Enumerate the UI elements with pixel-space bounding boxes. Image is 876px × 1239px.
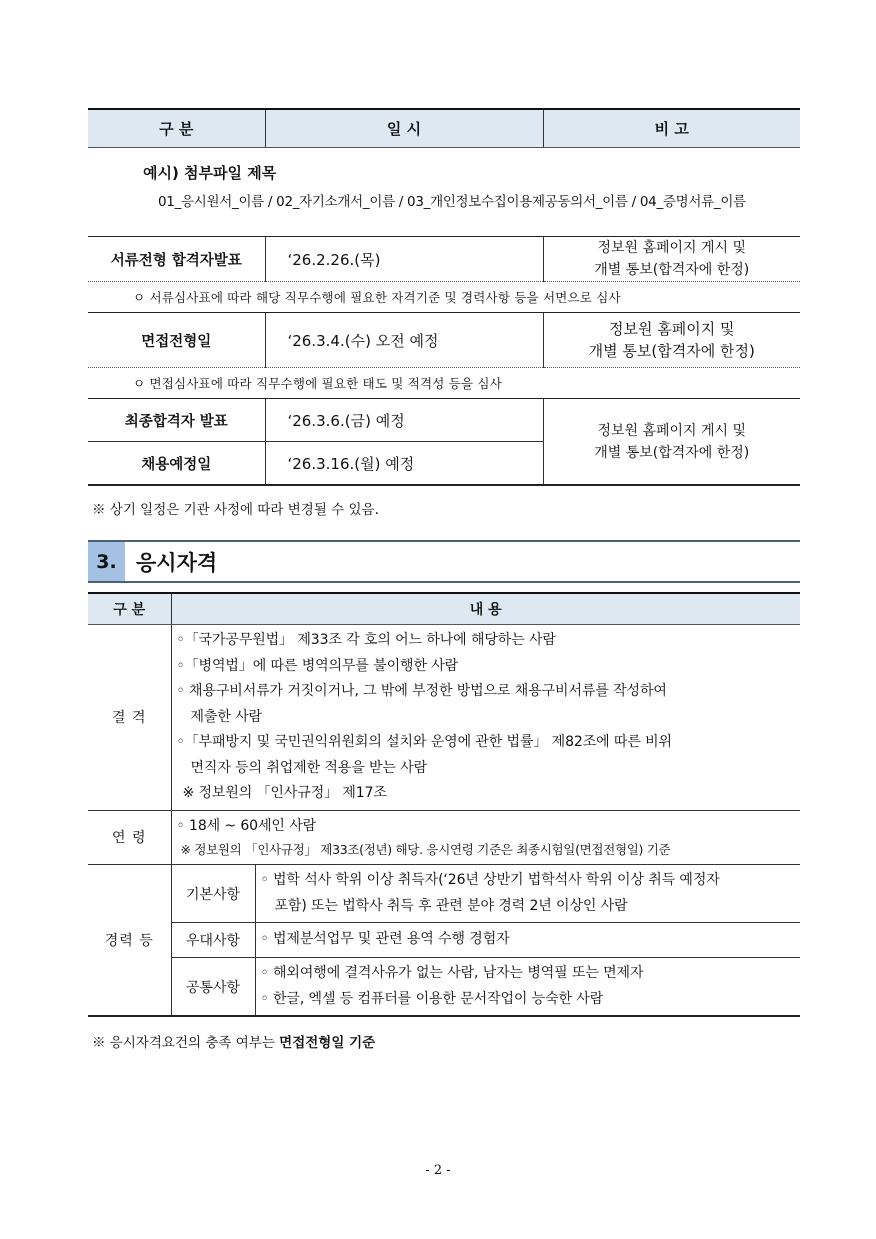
content-line: ※ 정보원의 「인사규정」 제17조: [182, 785, 387, 801]
preferred-content: [255, 923, 800, 958]
experience-preferred-row: [88, 923, 800, 958]
category-label: 결 격: [88, 625, 171, 811]
stage-date: ‘26.2.26.(목): [265, 237, 543, 282]
note-line: 정보원 홈페이지 게시 및: [597, 422, 747, 439]
stage-date: ‘26.3.4.(수) 오전 예정: [265, 313, 543, 368]
stage-label: 서류전형 합격자발표: [88, 237, 265, 282]
sub-category-label: 공통사항: [171, 958, 255, 1017]
experience-common-row: [88, 958, 800, 1017]
content-line: ◦「부패방지 및 국민권익위원회의 설치와 운영에 관한 법률」 제82조에 따른 비위: [176, 734, 672, 750]
stage-note: [543, 237, 800, 282]
content-line: 포함) 또는 법학사 취득 후 관련 분야 경력 2년 이상인 사람: [274, 897, 628, 914]
note-line: 개별 통보(합격자에 한정): [594, 444, 750, 461]
interview-note: ㅇ 면접심사표에 따라 직무수행에 필요한 태도 및 적격성 등을 심사: [88, 368, 800, 399]
stage-note: [543, 313, 800, 368]
section-number: 3.: [88, 542, 125, 581]
stage-label: 최종합격자 발표: [88, 399, 265, 442]
example-title: 예시) 첨부파일 제목: [143, 164, 277, 182]
stage-date: ‘26.3.16.(월) 예정: [265, 442, 543, 486]
category-label: 경력 등: [88, 865, 171, 1017]
header-category: 구 분: [88, 109, 265, 148]
age-row: [88, 810, 800, 865]
document-review-note: ㅇ 서류심사표에 따라 해당 직무수행에 필요한 자격기준 및 경력사항 등을 서면으로 심사: [88, 282, 800, 313]
stage-label: 채용예정일: [88, 442, 265, 486]
disqualification-row: [88, 625, 800, 811]
content-line: ◦「병역법」에 따른 병역의무를 불이행한 사람: [176, 657, 459, 674]
age-content: [171, 810, 800, 865]
disqualification-content: [171, 625, 800, 811]
content-line: ◦ 법제분석업무 및 관련 용역 수행 경험자: [260, 931, 510, 948]
page-number: - 2 -: [425, 1163, 451, 1178]
content-line: ◦「국가공무원법」 제33조 각 호의 어느 하나에 해당하는 사람: [176, 632, 556, 648]
stage-label: 면접전형일: [88, 313, 265, 368]
content-line: ◦ 18세 ~ 60세인 사람: [176, 817, 317, 834]
example-filenames: 01_응시원서_이름 / 02_자기소개서_이름 / 03_개인정보수집이용제공동의서_이름 / 04_증명서류_이름: [158, 194, 746, 210]
header-content: 내 용: [171, 593, 800, 625]
schedule-remark: ※ 상기 일정은 기관 사정에 따라 변경될 수 있음.: [92, 502, 379, 518]
stage-note: [543, 399, 800, 486]
basic-content: [255, 865, 800, 923]
content-line: ◦ 법학 석사 학위 이상 취득자(‘26년 상반기 법학석사 학위 이상 취득 예정자: [260, 872, 720, 888]
remark-text: ※ 응시자격요건의 충족 여부는: [92, 1035, 280, 1051]
schedule-row: [88, 313, 800, 368]
common-content: [255, 958, 800, 1017]
header-category: 구 분: [88, 593, 171, 625]
sub-category-label: 우대사항: [171, 923, 255, 958]
stage-date: ‘26.3.6.(금) 예정: [265, 399, 543, 442]
attachment-example: [88, 148, 800, 237]
note-line: 정보원 홈페이지 및: [609, 320, 735, 338]
schedule-row: [88, 237, 800, 282]
header-datetime: 일 시: [265, 109, 543, 148]
section-rule-bottom: [88, 581, 800, 583]
schedule-table: [88, 108, 800, 486]
content-line: ◦ 해외여행에 결격사유가 없는 사람, 남자는 병역필 또는 면제자: [260, 965, 644, 981]
note-line: 개별 통보(합격자에 한정): [594, 262, 750, 278]
remark-emphasis: 면접전형일 기준: [279, 1035, 376, 1051]
experience-basic-row: [88, 865, 800, 923]
category-label: 연 령: [88, 810, 171, 865]
qualification-table: [88, 592, 800, 1017]
section-title: 응시자격: [136, 550, 218, 575]
schedule-row: [88, 399, 800, 442]
content-line: 제출한 사람: [190, 708, 262, 725]
content-line: ※ 정보원의 「인사규정」 제33조(정년) 해당. 응시연령 기준은 최종시험일(면접전형일) 기준: [180, 842, 671, 857]
sub-category-label: 기본사항: [171, 865, 255, 923]
content-line: ◦ 채용구비서류가 거짓이거나, 그 밖에 부정한 방법으로 채용구비서류를 작성하여: [176, 683, 667, 699]
note-line: 개별 통보(합격자에 한정): [588, 342, 755, 360]
note-line: 정보원 홈페이지 게시 및: [597, 240, 747, 256]
content-line: ◦ 한글, 엑셀 등 컴퓨터를 이용한 문서작업이 능숙한 사람: [260, 990, 604, 1007]
header-remarks: 비 고: [543, 109, 800, 148]
content-line: 면직자 등의 취업제한 적용을 받는 사람: [190, 759, 428, 776]
qualification-remark: [92, 1031, 375, 1051]
